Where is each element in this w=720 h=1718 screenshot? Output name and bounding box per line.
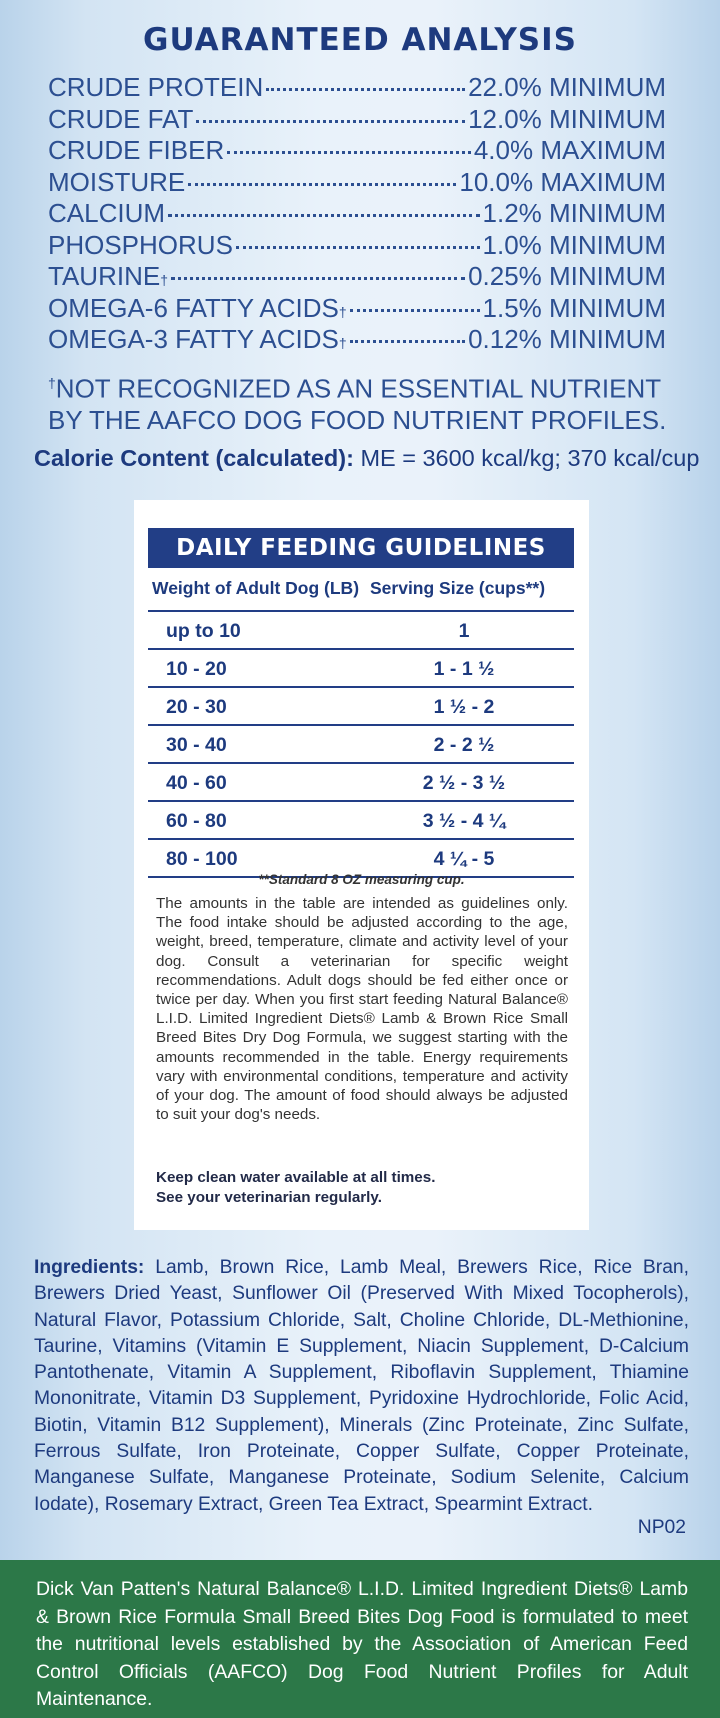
nutrient-value: 22.0% MINIMUM: [468, 72, 666, 102]
serving-cell: 2 - 2 ½: [433, 734, 495, 756]
weight-cell: 20 - 30: [166, 696, 227, 718]
serving-cell: 3 ½ - 4 ¼: [422, 810, 506, 832]
nutrient-value: 1.5% MINIMUM: [482, 292, 666, 323]
nutrient-value: 1.0% MINIMUM: [482, 229, 666, 260]
analysis-row: [48, 293, 666, 325]
weight-cell: 60 - 80: [166, 810, 227, 832]
footnote-text: NOT RECOGNIZED AS AN ESSENTIAL NUTRIENT BY THE AAFCO DOG FOOD NUTRIENT PROFILES.: [48, 373, 667, 435]
serving-column-header: Serving Size (cups**): [370, 578, 546, 598]
product-code: NP02: [637, 1517, 686, 1538]
dot-leader: [227, 151, 471, 154]
nutrient-value: 0.12% MINIMUM: [468, 324, 666, 354]
analysis-row: [48, 230, 666, 262]
dagger-mark: †: [338, 335, 347, 351]
weight-cell: 40 - 60: [166, 772, 227, 794]
analysis-row: [48, 104, 666, 136]
table-row: [148, 650, 574, 688]
nutrient-name: OMEGA-3 FATTY ACIDS: [48, 324, 339, 354]
measuring-cup-note: **Standard 8 OZ measuring cup.: [258, 872, 465, 887]
nutrient-name: TAURINE: [48, 261, 161, 291]
weight-cell: 10 - 20: [166, 658, 227, 680]
dot-leader: [196, 120, 465, 123]
calorie-value: ME = 3600 kcal/kg; 370 kcal/cup: [360, 445, 700, 471]
nutrient-name: CALCIUM: [48, 198, 166, 228]
nutrient-value: 12.0% MINIMUM: [468, 103, 666, 134]
analysis-row: [48, 135, 666, 167]
table-row: [148, 764, 574, 802]
nutrient-name: CRUDE FAT: [48, 103, 194, 134]
dot-leader: [171, 277, 465, 280]
analysis-row: [48, 198, 666, 230]
nutrient-name: OMEGA-6 FATTY ACIDS: [48, 292, 339, 323]
ingredients-section: [34, 1255, 689, 1518]
dot-leader: [236, 246, 480, 249]
nutrient-value: 1.2% MINIMUM: [482, 198, 666, 228]
serving-cell: 2 ½ - 3 ½: [422, 772, 506, 794]
analysis-list: [48, 72, 666, 356]
aafco-footnote: [48, 368, 688, 436]
analysis-title: GUARANTEED ANALYSIS: [143, 22, 577, 58]
nutrient-name: PHOSPHORUS: [48, 229, 233, 260]
dot-leader: [350, 309, 480, 312]
serving-cell: 1: [458, 620, 470, 642]
weight-cell: 80 - 100: [166, 848, 238, 870]
table-row: [148, 802, 574, 840]
dot-leader: [350, 340, 465, 343]
analysis-row: [48, 72, 666, 104]
aafco-statement-band: [0, 1560, 720, 1718]
feeding-title: DAILY FEEDING GUIDELINES: [148, 528, 574, 568]
feeding-instructions: The amounts in the table are intended as guidelines only. The food intake should be adjusted according to the age, weight, breed, temperature, climate and activity level of your dog. Consult a veterinarian for specific weight recommendations. Adult dogs should be fed either once or twice per day. When you first start feeding Natural Balance® L.I.D. Limited Ingredient Diets® Lamb & Brown Rice Small Breed Bites Dry Dog Formula, we suggest starting with the amounts recommended in the table. Energy requirements vary with environmental conditions, temperature and activity of your dog. The amount of food should always be adjusted to suit your dog's needs.: [156, 895, 568, 1124]
table-row: [148, 612, 574, 650]
dagger-mark: †: [48, 375, 56, 391]
feeding-reminders: [156, 1168, 568, 1207]
analysis-row: [48, 261, 666, 293]
analysis-row: [48, 324, 666, 356]
serving-cell: 4 ¼ - 5: [433, 848, 495, 870]
weight-cell: 30 - 40: [166, 734, 227, 756]
feeding-table: [148, 610, 574, 878]
dagger-mark: †: [160, 272, 168, 288]
ingredients-text: Lamb, Brown Rice, Lamb Meal, Brewers Rice, Rice Bran, Brewers Dried Yeast, Sunflower Oil (Preserved With Mixed Tocopherols), Natural Flavor, Potassium Chloride, Salt, Choline Chloride, DL-Methionine, Taurine, Vitamins (Vitamin E Supplement, Niacin Supplement, D-Calcium Pantothenate, Vitamin A Supplement, Riboflavin Supplement, Thiamine Mononitrate, Vitamin D3 Supplement, Pyridoxine Hydrochloride, Folic Acid, Biotin, Vitamin B12 Supplement), Minerals (Zinc Proteinate, Zinc Sulfate, Ferrous Sulfate, Iron Proteinate, Copper Sulfate, Copper Proteinate, Manganese Sulfate, Manganese Proteinate, Sodium Selenite, Calcium Iodate), Rosemary Extract, Green Tea Extract, Spearmint Extract.: [34, 1257, 689, 1515]
nutrient-name: MOISTURE: [48, 166, 186, 197]
dot-leader: [266, 88, 465, 91]
weight-cell: up to 10: [166, 620, 241, 642]
dagger-mark: †: [338, 303, 347, 320]
serving-cell: 1 - 1 ½: [433, 658, 495, 680]
table-row: [148, 688, 574, 726]
dot-leader: [168, 214, 480, 217]
weight-column-header: Weight of Adult Dog (LB): [152, 578, 360, 598]
ingredients-label: Ingredients:: [34, 1257, 145, 1278]
feeding-guidelines-panel: [134, 500, 589, 1230]
analysis-row: [48, 167, 666, 199]
nutrient-value: 10.0% MAXIMUM: [459, 166, 666, 197]
table-row: [148, 726, 574, 764]
aafco-statement: Dick Van Patten's Natural Balance® L.I.D. Limited Ingredient Diets® Lamb & Brown Rice Formula Small Breed Bites Dog Food is formulated to meet the nutritional levels established by the Association of American Feed Control Officials (AAFCO) Dog Food Nutrient Profiles for Adult Maintenance.: [36, 1578, 688, 1710]
water-note: Keep clean water available at all times.: [156, 1169, 436, 1186]
nutrient-value: 4.0% MAXIMUM: [473, 135, 666, 165]
vet-note: See your veterinarian regularly.: [156, 1188, 382, 1206]
nutrient-name: CRUDE PROTEIN: [48, 72, 264, 102]
nutrient-value: 0.25% MINIMUM: [468, 261, 666, 291]
calorie-content: [34, 445, 700, 472]
dot-leader: [188, 183, 456, 186]
calorie-label: Calorie Content (calculated):: [34, 445, 354, 471]
nutrient-name: CRUDE FIBER: [48, 135, 225, 165]
serving-cell: 1 ½ - 2: [433, 696, 495, 718]
